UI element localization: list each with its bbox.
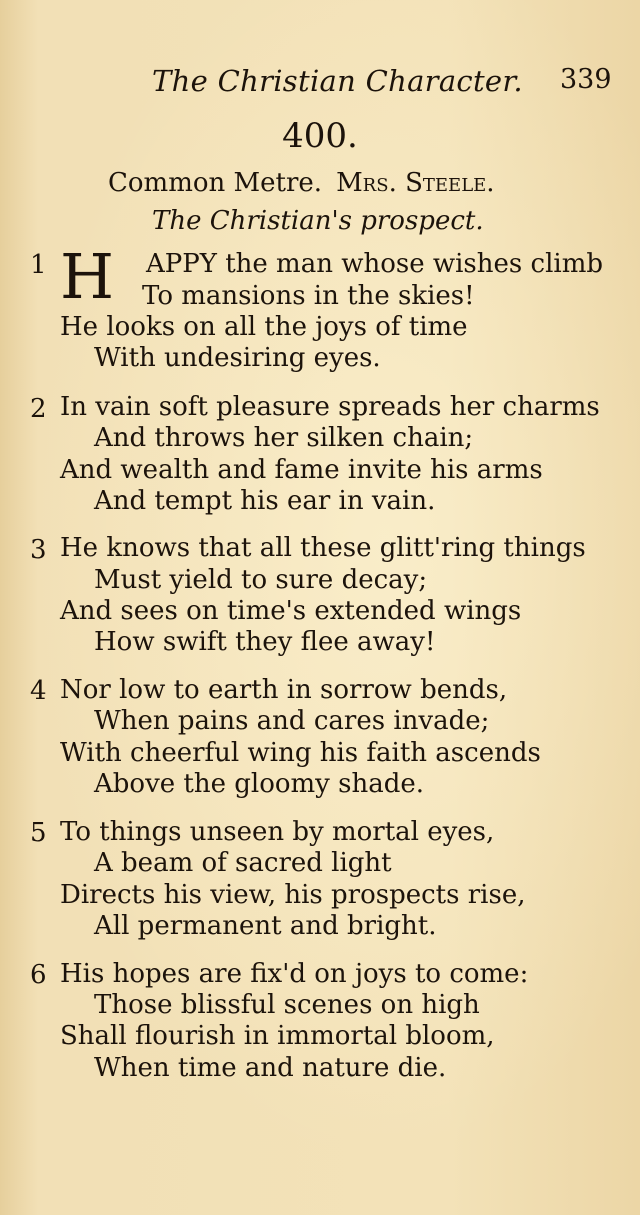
running-title: The Christian Character. — [152, 64, 523, 98]
stanza-line: His hopes are fix'd on joys to come: — [60, 959, 529, 989]
stanza-line: When pains and cares invade; — [94, 706, 490, 736]
stanza-line: Those blissful scenes on high — [94, 990, 480, 1020]
stanza-line: And throws her silken chain; — [94, 423, 474, 453]
stanza-line: With undesiring eyes. — [94, 343, 381, 373]
stanza-line: Shall flourish in immortal bloom, — [60, 1021, 495, 1051]
stanza-line: To mansions in the skies! — [142, 281, 475, 311]
stanza-line: He knows that all these glitt'ring things — [60, 533, 586, 563]
stanza-number: 3 — [30, 535, 47, 565]
stanza-line: And wealth and fame invite his arms — [60, 455, 543, 485]
stanza-line: In vain soft pleasure spreads her charms — [60, 392, 600, 422]
stanza-line: Must yield to sure decay; — [94, 565, 428, 595]
drop-cap: H — [60, 240, 115, 313]
stanza-line: All permanent and bright. — [94, 911, 437, 941]
stanza-number: 6 — [30, 960, 47, 990]
stanza-number: 1 — [30, 250, 47, 280]
stanza-number: 5 — [30, 818, 47, 848]
stanza-line: How swift they flee away! — [94, 627, 436, 657]
stanza-line: When time and nature die. — [94, 1053, 447, 1083]
stanza-number: 2 — [30, 394, 47, 424]
stanza-number: 4 — [30, 676, 47, 706]
stanza-line: APPY the man whose wishes climb — [146, 249, 603, 279]
hymn-number: 400. — [282, 116, 358, 156]
stanza-line: And tempt his ear in vain. — [94, 486, 436, 516]
stanza-line: Nor low to earth in sorrow bends, — [60, 675, 508, 705]
metre: Common Metre. — [108, 168, 323, 198]
stanza-line: To things unseen by mortal eyes, — [60, 817, 495, 847]
stanza-line: With cheerful wing his faith ascends — [60, 738, 541, 768]
stanza-line: He looks on all the joys of time — [60, 312, 468, 342]
stanza-line: And sees on time's extended wings — [60, 596, 522, 626]
stanza-line: Above the gloomy shade. — [94, 769, 425, 799]
author: Mrs. Steele. — [336, 168, 495, 198]
stanza-line: A beam of sacred light — [94, 848, 392, 878]
stanza-line: Directs his view, his prospects rise, — [60, 880, 526, 910]
hymn-title: The Christian's prospect. — [152, 206, 484, 236]
metre-line — [108, 168, 495, 198]
page-number: 339 — [560, 64, 612, 95]
